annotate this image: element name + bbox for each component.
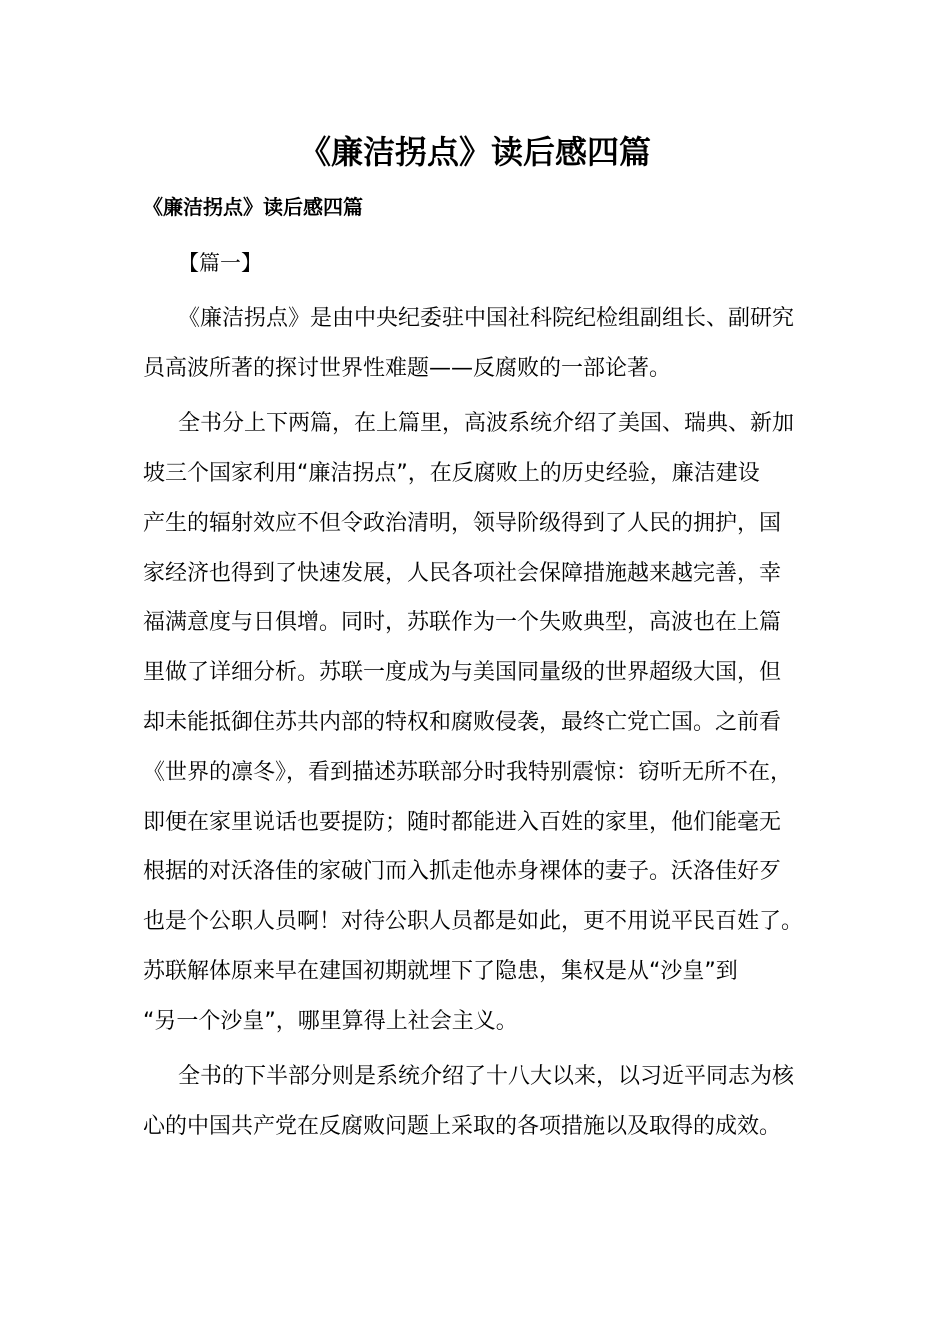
document-title: 《廉洁拐点》读后感四篇 xyxy=(298,133,651,171)
text-line: 坡三个国家利用“廉洁拐点”，在反腐败上的历史经验，廉洁建设 xyxy=(143,461,760,486)
text-line: 《廉洁拐点》是由中央纪委驻中国社科院纪检组副组长、副研究 xyxy=(178,306,795,331)
text-line: 全书的下半部分则是系统介绍了十八大以来，以习近平同志为核 xyxy=(178,1064,795,1089)
text-line: 《世界的凛冬》，看到描述苏联部分时我特别震惊：窃听无所不在， xyxy=(143,760,793,785)
document-subtitle: 《廉洁拐点》读后感四篇 xyxy=(143,195,363,219)
text-line: 心的中国共产党在反腐败问题上采取的各项措施以及取得的成效。 xyxy=(143,1114,782,1139)
text-line: 苏联解体原来早在建国初期就埋下了隐患，集权是从“沙皇”到 xyxy=(143,959,738,984)
text-line: 员高波所著的探讨世界性难题——反腐败的一部论著。 xyxy=(143,356,672,381)
text-line: “另一个沙皇”，哪里算得上社会主义。 xyxy=(143,1009,518,1034)
section-label: 【篇一】 xyxy=(178,251,262,275)
text-line: 产生的辐射效应不但令政治清明，领导阶级得到了人民的拥护，国 xyxy=(143,511,782,536)
text-line: 却未能抵御住苏共内部的特权和腐败侵袭，最终亡党亡国。之前看 xyxy=(143,710,782,735)
text-line: 里做了详细分析。苏联一度成为与美国同量级的世界超级大国，但 xyxy=(143,660,782,685)
text-line: 也是个公职人员啊！对待公职人员都是如此，更不用说平民百姓了。 xyxy=(143,909,804,934)
text-line: 即便在家里说话也要提防；随时都能进入百姓的家里，他们能毫无 xyxy=(143,810,782,835)
text-line: 全书分上下两篇，在上篇里，高波系统介绍了美国、瑞典、新加 xyxy=(178,411,795,436)
text-line: 家经济也得到了快速发展，人民各项社会保障措施越来越完善，幸 xyxy=(143,561,782,586)
text-line: 福满意度与日俱增。同时，苏联作为一个失败典型，高波也在上篇 xyxy=(143,610,782,635)
text-line: 根据的对沃洛佳的家破门而入抓走他赤身裸体的妻子。沃洛佳好歹 xyxy=(143,859,782,884)
